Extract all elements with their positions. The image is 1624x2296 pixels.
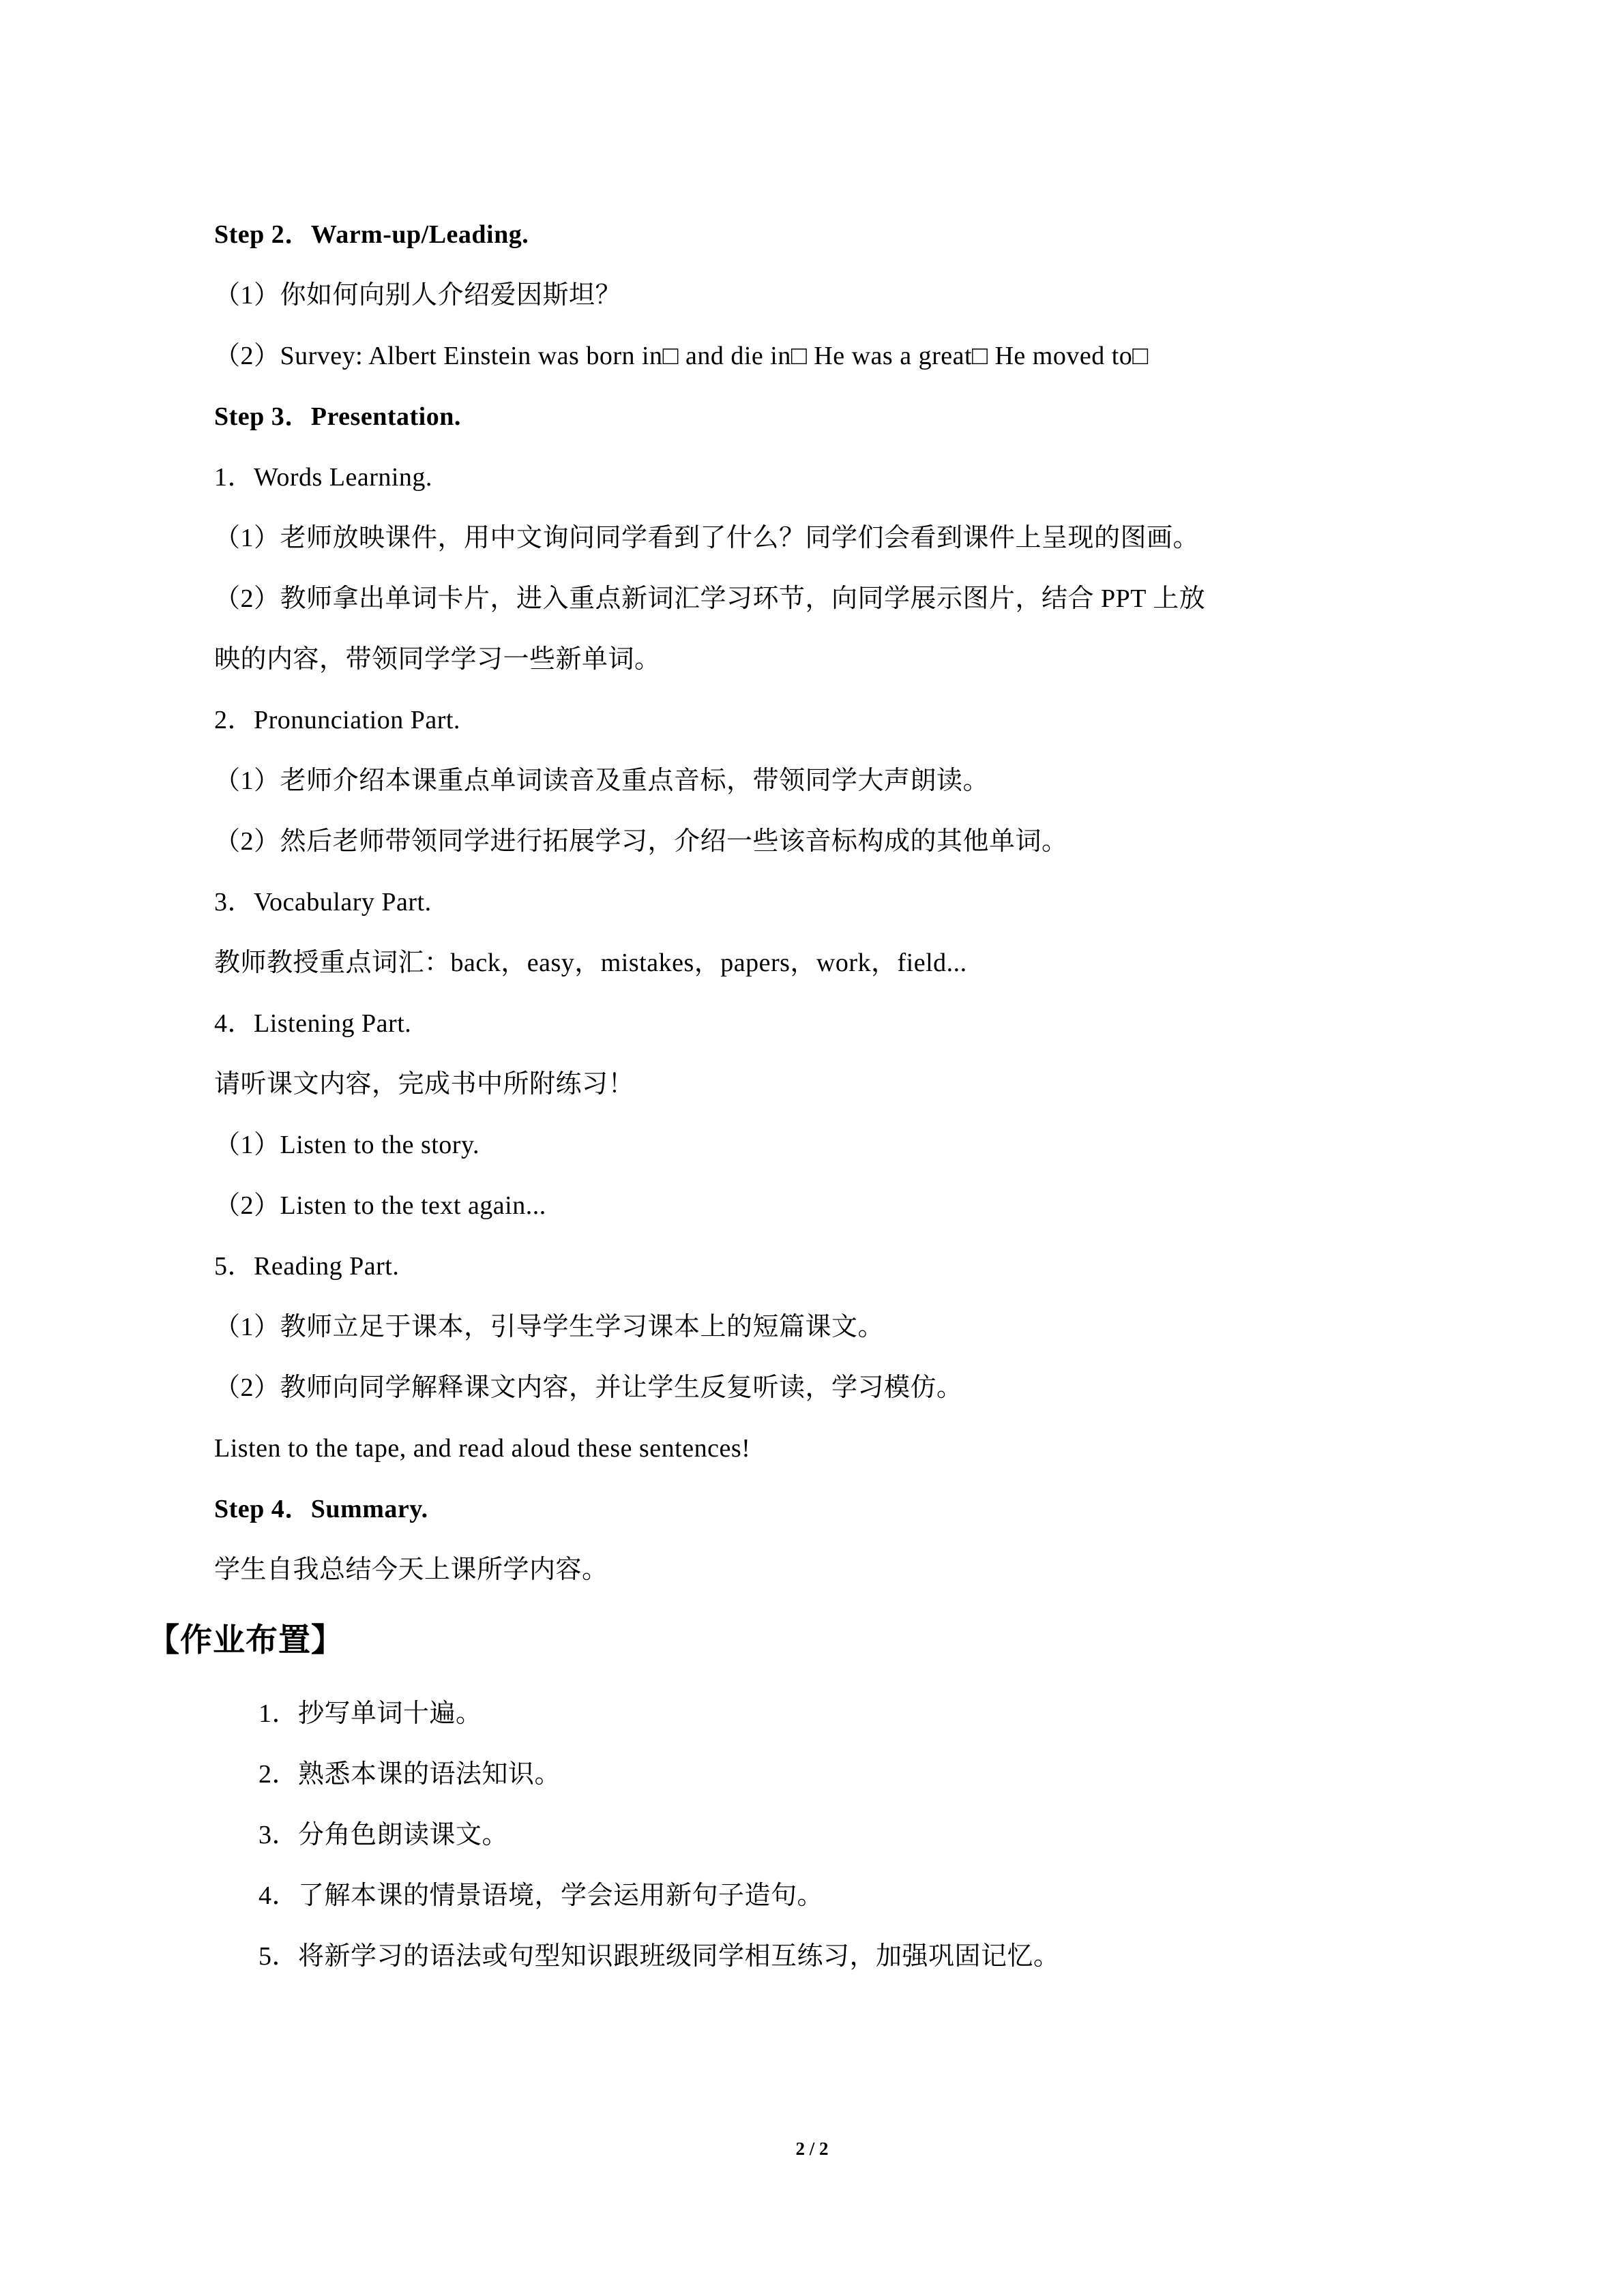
text-line: （1）老师放映课件，用中文询问同学看到了什么？同学们会看到课件上呈现的图画。 bbox=[214, 524, 1200, 552]
text-line: Listen to the tape, and read aloud these sentences! bbox=[214, 1434, 751, 1463]
page-footer bbox=[0, 2138, 1624, 2160]
text-line: 教师教授重点词汇：back，easy，mistakes，papers，work，field... bbox=[214, 949, 967, 977]
text-line: （2）Listen to the text again... bbox=[214, 1191, 546, 1220]
homework-section-heading: 【作业布置】 bbox=[147, 1623, 344, 1658]
step3-heading: Step 3．Presentation. bbox=[214, 402, 461, 431]
document-body bbox=[147, 205, 1488, 1987]
text-line: （2）Survey: Albert Einstein was born in□ and die in□ He was a great□ He moved to□ bbox=[214, 342, 1149, 370]
text-line: 5．Reading Part. bbox=[214, 1252, 400, 1281]
step4-heading: Step 4．Summary. bbox=[214, 1495, 428, 1523]
homework-item: 2．熟悉本课的语法知识。 bbox=[259, 1760, 561, 1789]
text-line: （2）然后老师带领同学进行拓展学习，介绍一些该音标构成的其他单词。 bbox=[214, 827, 1068, 856]
homework-item: 5．将新学习的语法或句型知识跟班级同学相互练习，加强巩固记忆。 bbox=[259, 1942, 1060, 1971]
homework-item: 4．了解本课的情景语境，学会运用新句子造句。 bbox=[259, 1881, 824, 1910]
text-line: （1）Listen to the story. bbox=[214, 1131, 479, 1159]
text-line: （2）教师向同学解释课文内容，并让学生反复听读，学习模仿。 bbox=[214, 1373, 963, 1402]
text-line: （1）教师立足于课本，引导学生学习课本上的短篇课文。 bbox=[214, 1313, 885, 1341]
text-line: 3．Vocabulary Part. bbox=[214, 888, 432, 916]
text-line: （1）老师介绍本课重点单词读音及重点音标，带领同学大声朗读。 bbox=[214, 766, 990, 795]
text-line: 映的内容，带领同学学习一些新单词。 bbox=[214, 645, 661, 674]
text-line: （1）你如何向别人介绍爱因斯坦？ bbox=[214, 281, 622, 310]
text-line: （2）教师拿出单词卡片，进入重点新词汇学习环节，向同学展示图片，结合 PPT 上放 bbox=[214, 584, 1206, 613]
step2-heading: Step 2．Warm-up/Leading. bbox=[214, 220, 529, 249]
text-line: 4．Listening Part. bbox=[214, 1009, 412, 1038]
text-line: 请听课文内容，完成书中所附练习！ bbox=[214, 1070, 635, 1099]
homework-item: 3．分角色朗读课文。 bbox=[259, 1821, 509, 1849]
text-line: 1．Words Learning. bbox=[214, 463, 432, 492]
text-line: 学生自我总结今天上课所学内容。 bbox=[214, 1555, 608, 1584]
text-line: 2．Pronunciation Part. bbox=[214, 706, 460, 734]
page-number: 2 / 2 bbox=[795, 2138, 829, 2159]
homework-item: 1．抄写单词十遍。 bbox=[259, 1699, 482, 1728]
